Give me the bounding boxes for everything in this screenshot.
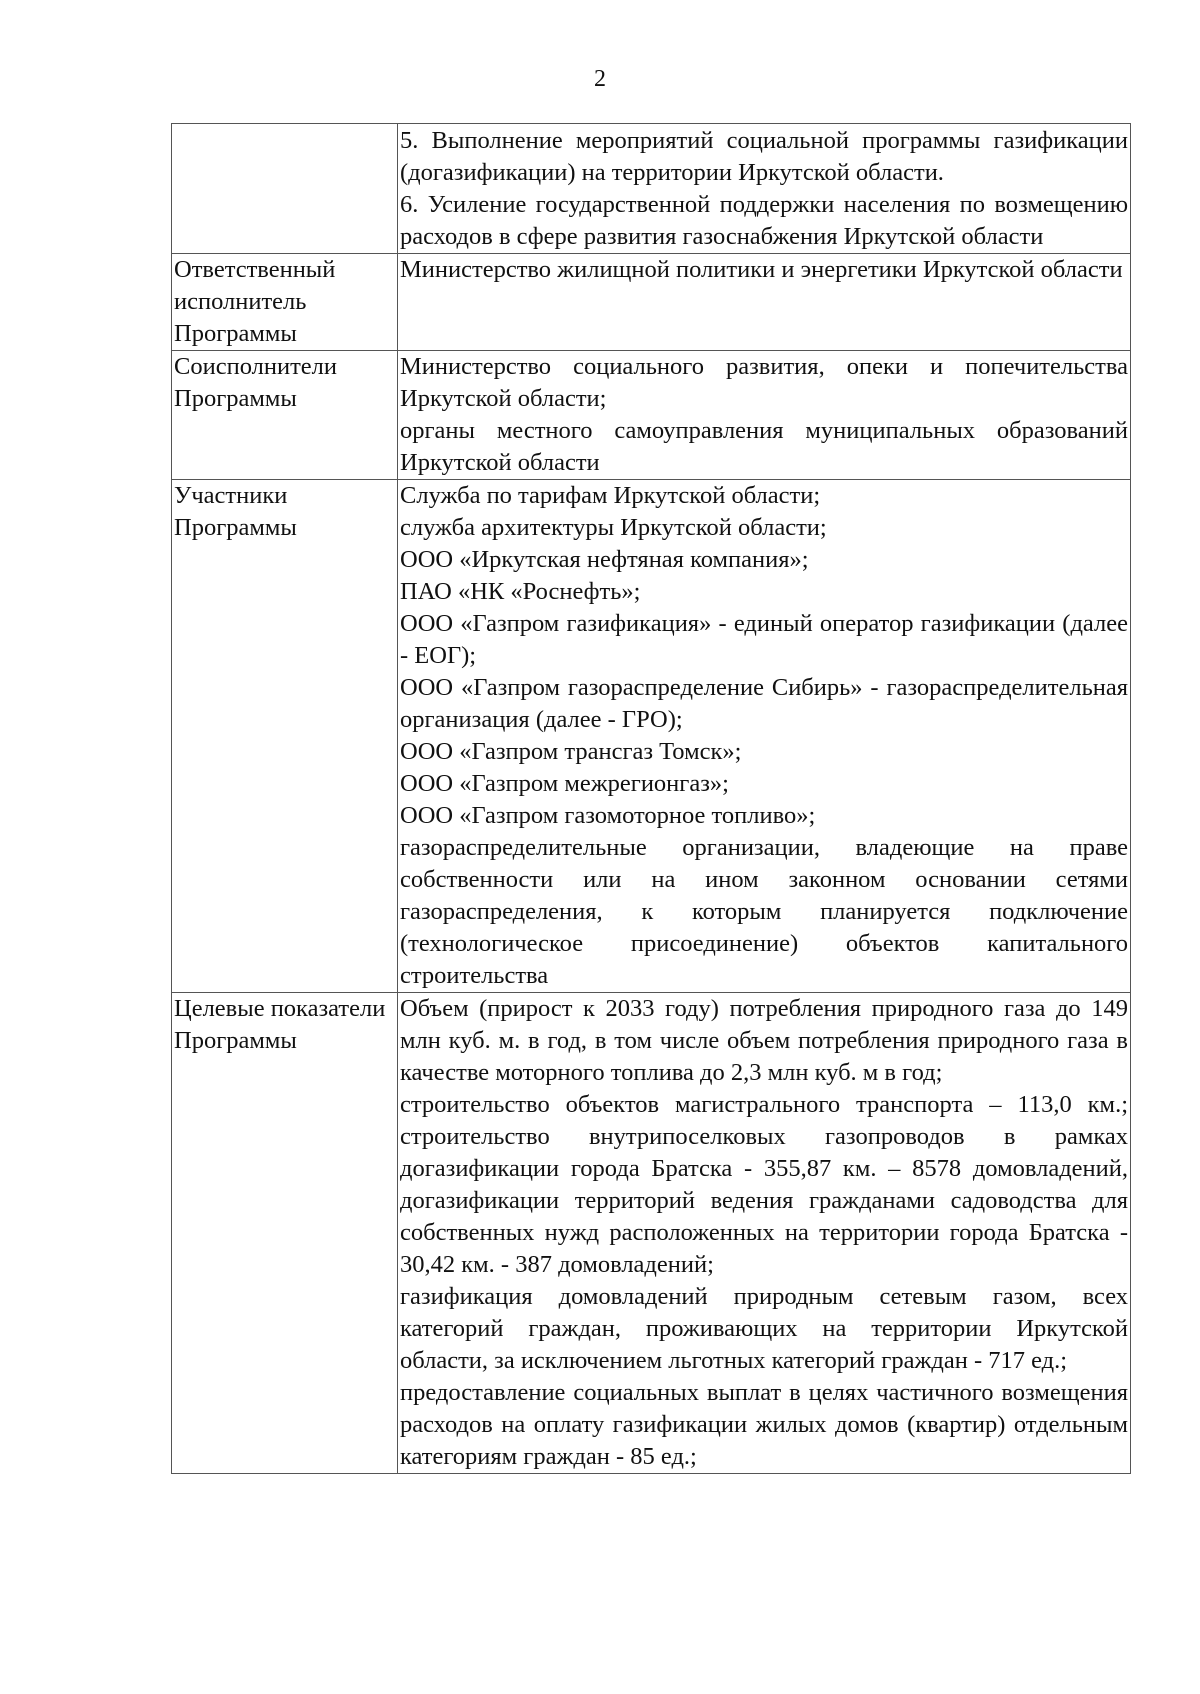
row-content	[398, 351, 1131, 480]
content-line: 5. Выполнение мероприятий социальной программы газификации (догазификации) на территории Иркутской области.	[400, 127, 1128, 186]
content-line: ООО «Газпром газораспределение Сибирь» - газораспределительная организация (далее - ГРО);	[400, 674, 1128, 733]
content-line: ООО «Иркутская нефтяная компания»;	[400, 546, 809, 573]
content-line: предоставление социальных выплат в целях частичного возмещения расходов на оплату газификации жилых домов (квартир) отдельным категориям граждан - 85 ед.;	[400, 1379, 1128, 1470]
program-passport-table	[171, 123, 1131, 1474]
content-line: газораспределительные организации, владеющие на праве собственности или на ином законном основании сетями газораспределения, к которым планируется подключение (технологическое присоединение) объектов капитального строительства	[400, 834, 1128, 989]
content-line: ООО «Газпром газификация» - единый оператор газификации (далее - ЕОГ);	[400, 610, 1128, 669]
content-line: служба архитектуры Иркутской области;	[400, 514, 827, 541]
row-content	[398, 254, 1131, 351]
table-row-tasks	[172, 124, 1131, 254]
row-content	[398, 124, 1131, 254]
content-line: газификация домовладений природным сетевым газом, всех категорий граждан, проживающих на территории Иркутской области, за исключением льготных категорий граждан - 717 ед.;	[400, 1283, 1128, 1374]
row-content	[398, 480, 1131, 993]
content-line: органы местного самоуправления муниципальных образований Иркутской области	[400, 417, 1128, 476]
table-row-co-executors	[172, 351, 1131, 480]
row-label: Соисполнители Программы	[172, 351, 398, 480]
content-line: ООО «Газпром межрегионгаз»;	[400, 770, 729, 797]
row-label: Целевые показатели Программы	[172, 993, 398, 1474]
content-line: 6. Усиление государственной поддержки населения по возмещению расходов в сфере развития газоснабжения Иркутской области	[400, 191, 1128, 250]
content-line: Министерство социального развития, опеки и попечительства Иркутской области;	[400, 353, 1128, 412]
row-label: Участники Программы	[172, 480, 398, 993]
content-line: Служба по тарифам Иркутской области;	[400, 482, 821, 509]
content-line: строительство объектов магистрального транспорта – 113,0 км.; строительство внутрипоселковых газопроводов в рамках догазификации города Братска - 355,87 км. – 8578 домовладений, догазификации территорий ведения гражданами садоводства для собственных нужд расположенных на территории города Братска - 30,42 км. - 387 домовладений;	[400, 1091, 1128, 1278]
table-row-responsible-executor	[172, 254, 1131, 351]
table-row-participants	[172, 480, 1131, 993]
table-row-target-indicators	[172, 993, 1131, 1474]
content-line: ООО «Газпром трансгаз Томск»;	[400, 738, 742, 765]
row-label	[172, 124, 398, 254]
content-line: ООО «Газпром газомоторное топливо»;	[400, 802, 816, 829]
row-content	[398, 993, 1131, 1474]
content-line: Министерство жилищной политики и энергетики Иркутской области	[400, 256, 1123, 283]
content-line: Объем (прирост к 2033 году) потребления природного газа до 149 млн куб. м. в год, в том числе объем потребления природного газа в качестве моторного топлива до 2,3 млн куб. м в год;	[400, 995, 1128, 1086]
row-label: Ответственный исполнитель Программы	[172, 254, 398, 351]
content-line: ПАО «НК «Роснефть»;	[400, 578, 641, 605]
page-number: 2	[594, 66, 606, 92]
